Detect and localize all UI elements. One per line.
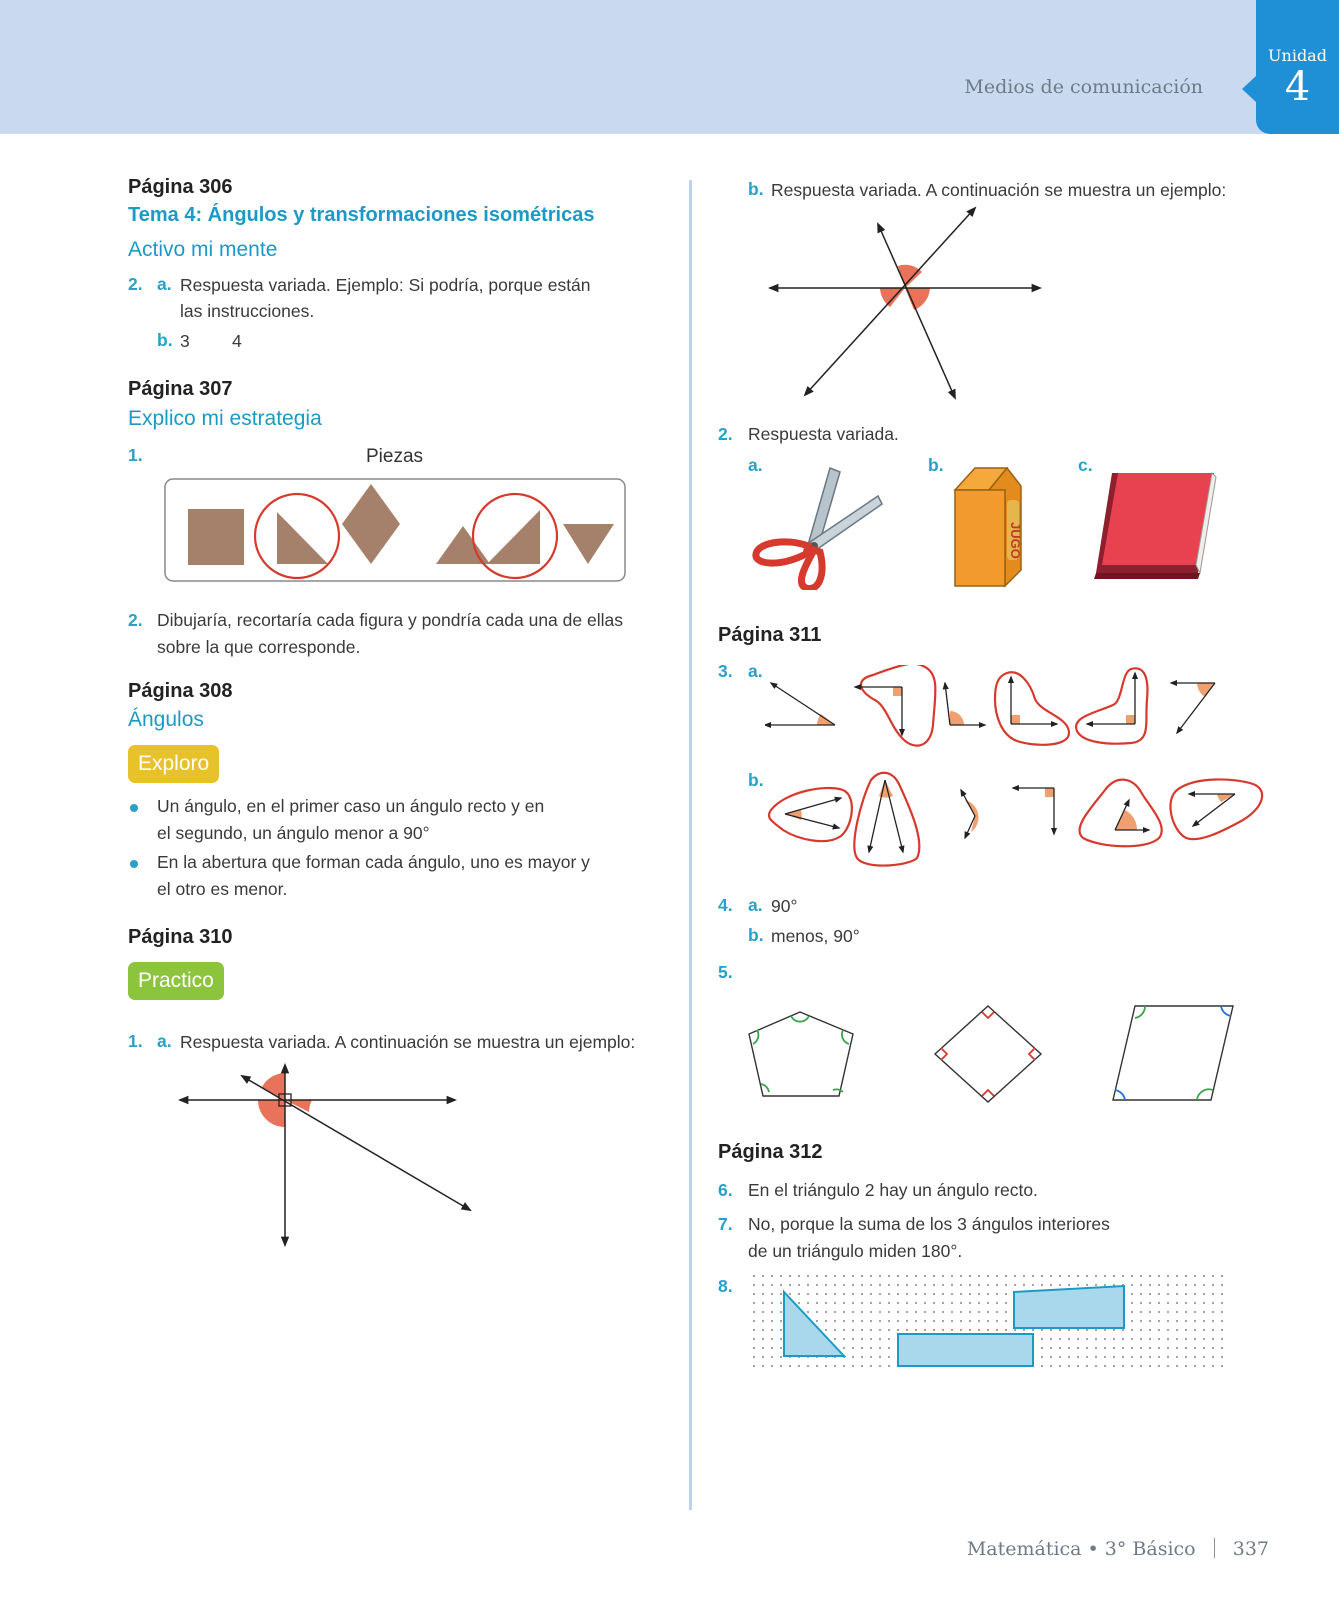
- item-label: a.: [748, 895, 763, 915]
- juice-label: JUGO: [1008, 522, 1023, 559]
- bullet-text: el otro es menor.: [157, 879, 288, 899]
- answer-text: Respuesta variada. A continuación se muestra un ejemplo:: [771, 180, 1227, 200]
- item-label: a.: [748, 661, 763, 681]
- footer-subject: Matemática • 3° Básico: [966, 1538, 1196, 1560]
- topic-title: Tema 4: Ángulos y transformaciones isométricas: [128, 204, 595, 226]
- angles-row-b: [765, 770, 1285, 875]
- answer-text: Dibujaría, recortaría cada figura y pondría cada una de ellas: [157, 610, 623, 630]
- section-explico-mi-estrategia: Explico mi estrategia: [128, 407, 322, 430]
- polygons-figure: [745, 1000, 1245, 1110]
- question-number: 5.: [718, 962, 733, 982]
- bullet-dot: [130, 860, 138, 868]
- header-band: [0, 0, 1339, 134]
- answer-text: las instrucciones.: [180, 301, 315, 321]
- answer-value: menos, 90°: [771, 926, 860, 946]
- answer-text: No, porque la suma de los 3 ángulos interiores: [748, 1214, 1110, 1234]
- parallelogram-shape: [1113, 1006, 1233, 1100]
- piece-right-triangle: [277, 512, 328, 564]
- footer-separator: [1214, 1538, 1215, 1558]
- page-312-heading: Página 312: [718, 1141, 823, 1163]
- book-icon: [1090, 465, 1220, 585]
- pieces-title: Piezas: [366, 446, 424, 467]
- page-307-heading: Página 307: [128, 378, 233, 400]
- item-label: b.: [748, 179, 764, 199]
- item-label: b.: [748, 770, 764, 790]
- unit-label: Unidad: [1268, 46, 1327, 65]
- piece-triangle: [436, 526, 490, 564]
- item-label: c.: [1078, 455, 1093, 475]
- question-number: 4.: [718, 895, 733, 915]
- answer-text: Respuesta variada. Ejemplo: Si podría, porque están: [180, 275, 591, 295]
- item-label: b.: [928, 455, 944, 475]
- answer-value: 3: [180, 331, 190, 351]
- answer-text: Respuesta variada.: [748, 424, 899, 444]
- bullet-text: Un ángulo, en el primer caso un ángulo recto y en: [157, 796, 545, 816]
- bullet-text: el segundo, un ángulo menor a 90°: [157, 823, 430, 843]
- item-label: a.: [157, 1031, 172, 1051]
- piece-inverted-triangle: [563, 524, 614, 564]
- item-label: b.: [157, 330, 173, 350]
- piece-square: [188, 509, 244, 565]
- answer-text: Respuesta variada. A continuación se muestra un ejemplo:: [180, 1032, 636, 1052]
- question-number: 7.: [718, 1214, 733, 1234]
- section-angulos: Ángulos: [128, 708, 204, 731]
- scissors-icon: [748, 460, 888, 590]
- page-311-heading: Página 311: [718, 624, 822, 646]
- piece-right-triangle-2: [487, 510, 540, 564]
- answer-value: 90°: [771, 896, 798, 916]
- running-title: Medios de comunicación: [964, 76, 1203, 98]
- pentagon-shape: [749, 1012, 853, 1096]
- unit-number: 4: [1284, 64, 1311, 110]
- answer-text: En el triángulo 2 hay un ángulo recto.: [748, 1180, 1038, 1200]
- angle-figure-1b: [760, 200, 1050, 405]
- bullet-dot: [130, 804, 138, 812]
- trapezoid-shape: [1014, 1286, 1124, 1328]
- juice-box-icon: [945, 460, 1030, 590]
- rectangle-shape: [898, 1334, 1033, 1366]
- question-number: 2.: [718, 424, 733, 444]
- item-label: a.: [157, 274, 172, 294]
- answer-text: de un triángulo miden 180°.: [748, 1241, 963, 1261]
- question-number: 1.: [128, 1031, 143, 1051]
- item-label: b.: [748, 925, 764, 945]
- question-number: 6.: [718, 1180, 733, 1200]
- angles-row-a: [765, 665, 1255, 765]
- badge-exploro: Exploro: [128, 745, 219, 783]
- item-label: a.: [748, 455, 763, 475]
- unit-tab-arrow: [1242, 76, 1256, 102]
- page-308-heading: Página 308: [128, 680, 233, 702]
- footer-page-number: 337: [1232, 1538, 1269, 1560]
- answer-text: sobre la que corresponde.: [157, 637, 361, 657]
- question-number: 3.: [718, 661, 733, 681]
- question-number: 2.: [128, 274, 143, 294]
- bullet-text: En la abertura que forman cada ángulo, uno es mayor y: [157, 852, 590, 872]
- column-divider: [689, 180, 692, 1510]
- section-activo-mi-mente: Activo mi mente: [128, 238, 278, 261]
- page-310-heading: Página 310: [128, 926, 233, 948]
- answer-value: 4: [232, 331, 242, 351]
- question-number: 2.: [128, 610, 143, 630]
- page-306-heading: Página 306: [128, 176, 233, 198]
- angle-figure-1a: [170, 1060, 480, 1250]
- pieces-figure: [160, 474, 630, 590]
- rotated-square-shape: [935, 1006, 1041, 1102]
- piece-rhombus: [342, 484, 400, 564]
- badge-practico: Practico: [128, 962, 224, 1000]
- dot-grid-figure: [752, 1274, 1226, 1374]
- footer: [967, 1538, 1269, 1560]
- question-number: 1.: [128, 445, 143, 465]
- question-number: 8.: [718, 1276, 733, 1296]
